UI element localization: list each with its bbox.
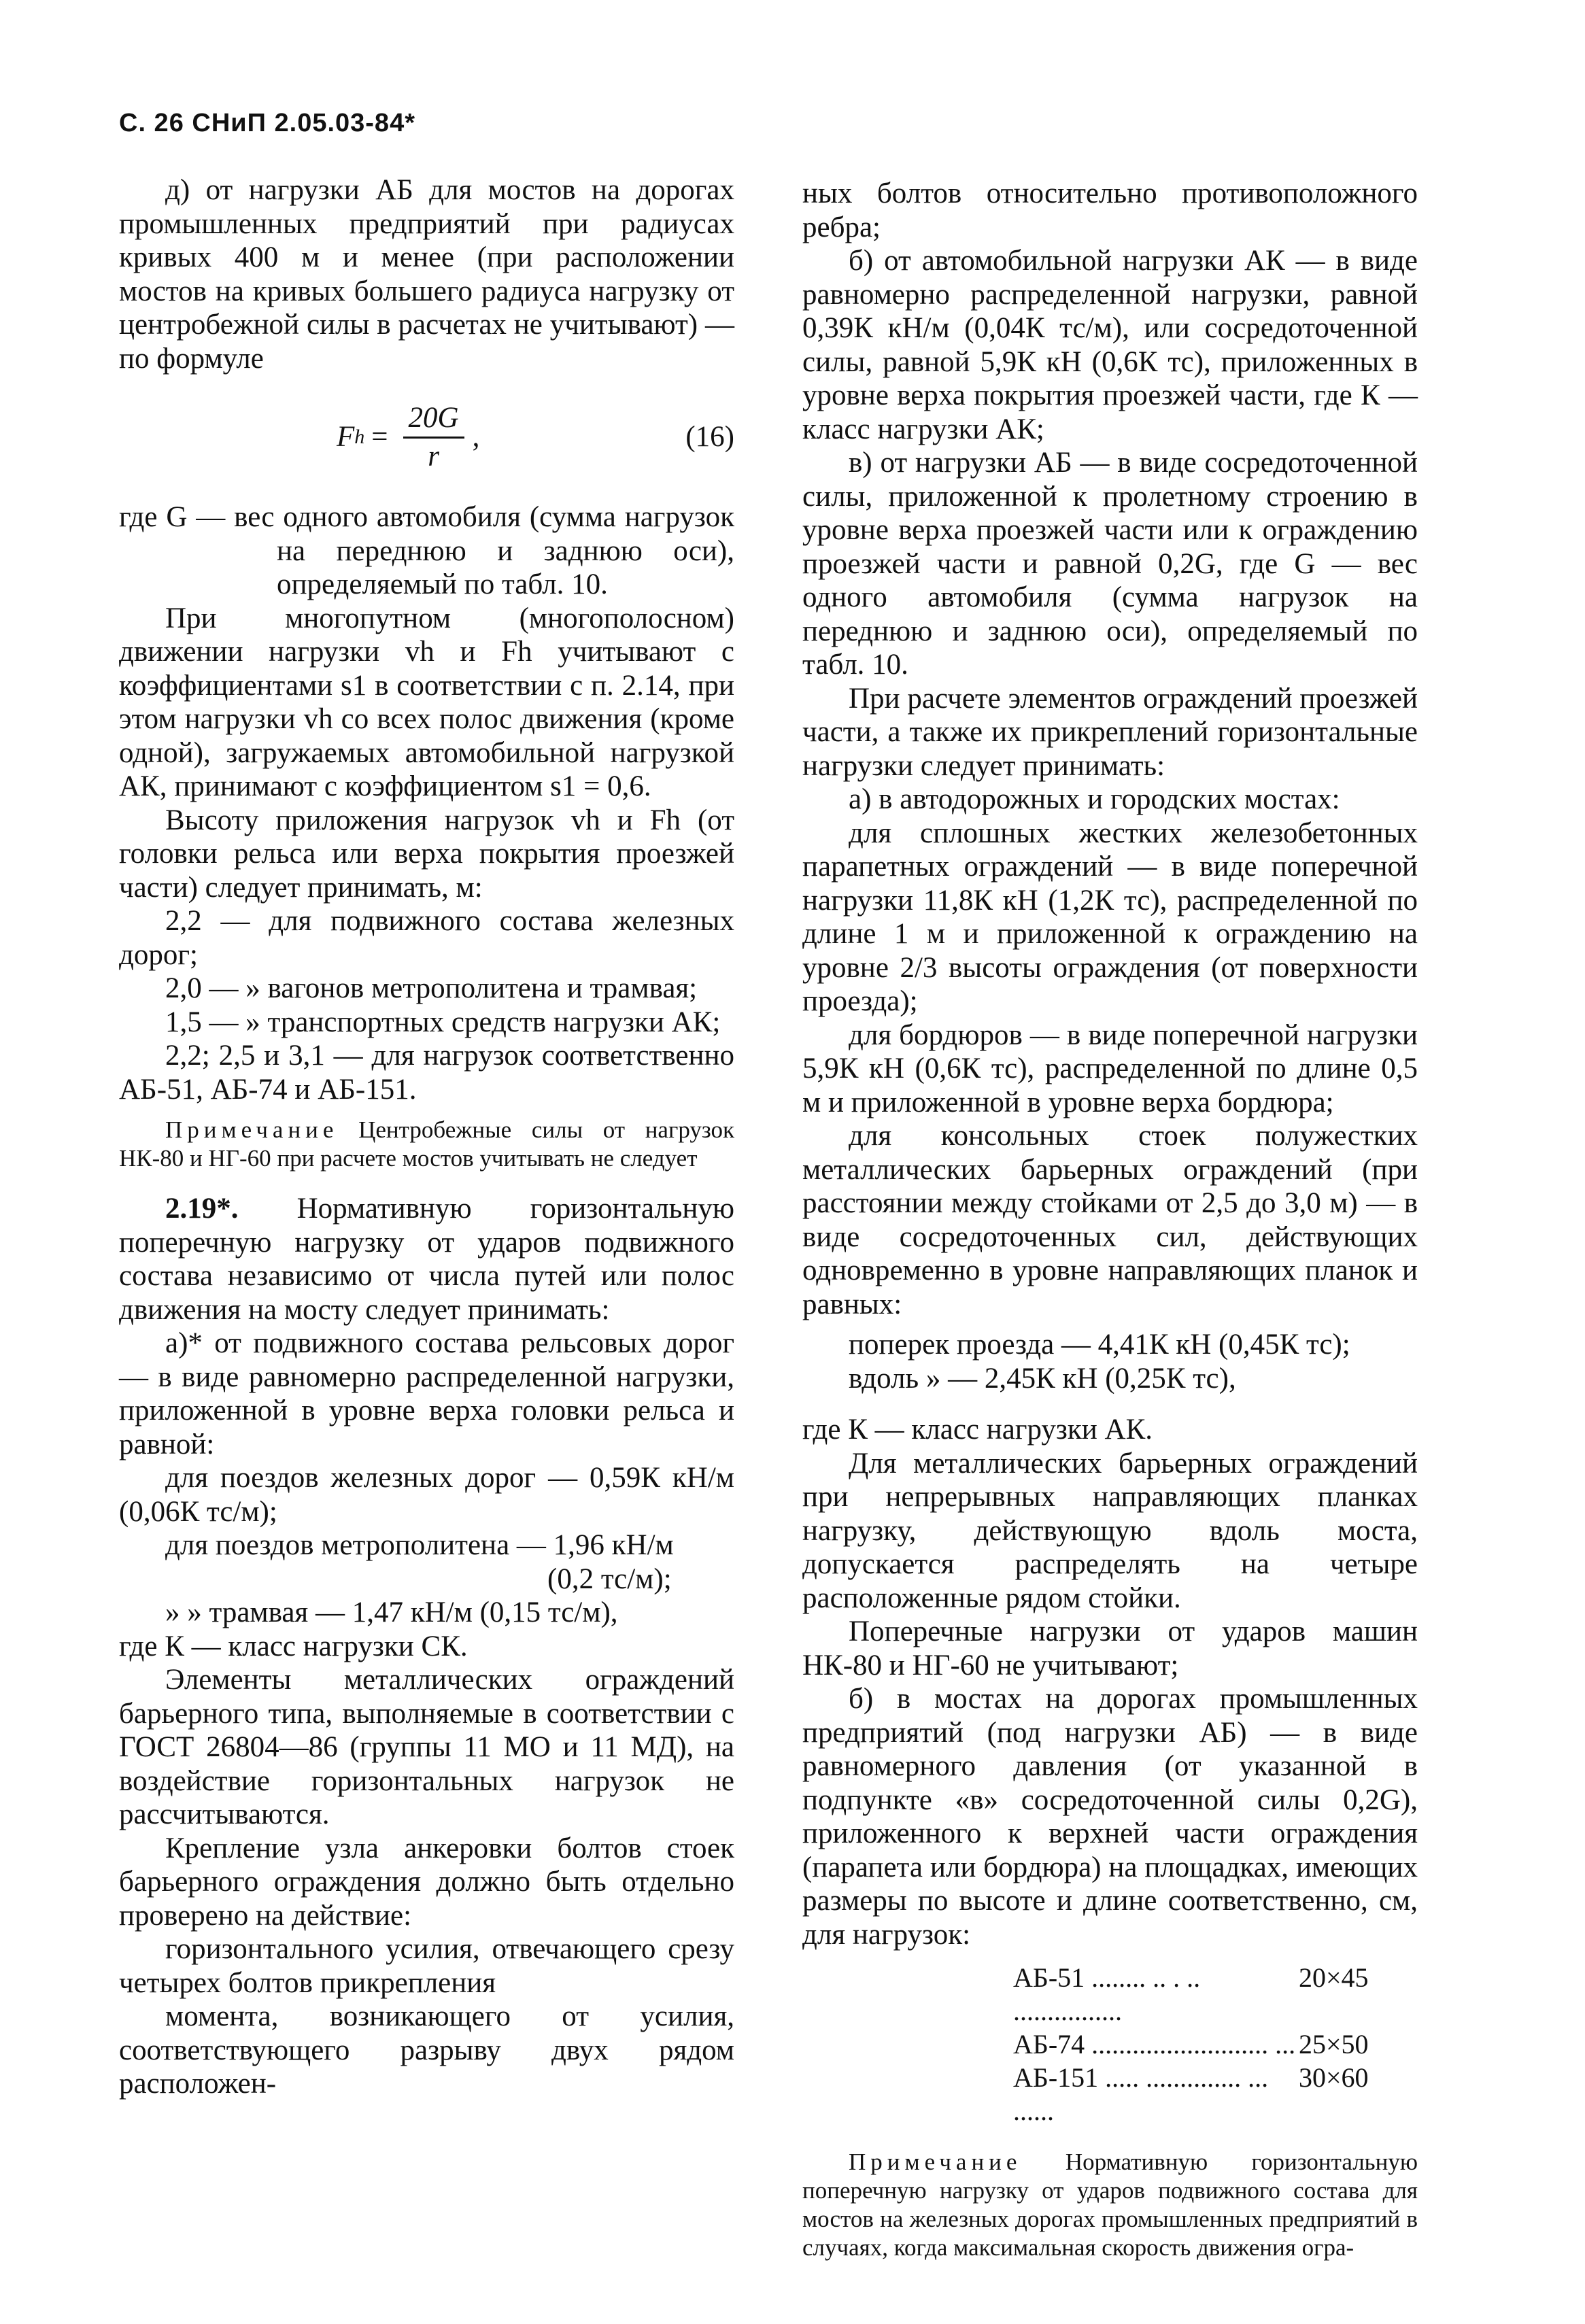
formula-line: поперек проезда — 4,41К кН (0,45К тс); bbox=[849, 1329, 1350, 1361]
where-clause: где К — класс нагрузки СК. bbox=[119, 1630, 468, 1662]
page-header: С. 26 СНиП 2.05.03-84* bbox=[119, 109, 415, 137]
formula-numerator: 20G bbox=[403, 401, 464, 439]
note-label: Примечание bbox=[849, 2149, 1022, 2175]
table-row bbox=[1013, 1961, 1418, 2028]
table-cell-value: 30×60 bbox=[1299, 2062, 1369, 2093]
paragraph: для поездов метрополитена — 1,96 кН/м bbox=[165, 1529, 674, 1561]
table-cell-label: АБ-51 ........ .. . .. ................ bbox=[1013, 1962, 1201, 2026]
paragraph: б) от автомобильной нагрузки АК — в виде равномерно распределенной нагрузки, равной 0,39К кН/м (0,04К тс/м), или сосредоточенной силы, равной 5,9К кН (0,6К тс), приложенных в уровне верха покрытия проезжей части, где К — класс нагрузки АК; bbox=[802, 245, 1418, 445]
paragraph: б) в мостах на дорогах промышленных предприятий (под нагрузки АБ) — в виде равномерного давления (от указанной в подпункте «в» сосредоточенной силы 0,2G), приложенного к верхней части ограждения (парапета или бордюра) на площадках, имеющих размеры по высоте и длине соответственно, см, для нагрузок: bbox=[802, 1683, 1418, 1951]
paragraph: Высоту приложения нагрузок vh и Fh (от головки рельса или верха покрытия проезжей части) следует принимать, м: bbox=[119, 804, 734, 904]
table-cell-value: 25×50 bbox=[1299, 2029, 1369, 2060]
paragraph: для поездов железных дорог — 0,59К кН/м (0,06К тс/м); bbox=[119, 1462, 734, 1528]
formula-expression bbox=[337, 401, 479, 473]
paragraph: горизонтального усилия, отвечающего срезу четырех болтов прикрепления bbox=[119, 1933, 734, 1999]
paragraph: Крепление узла анкеровки болтов стоек барьерного ограждения должно быть отдельно проверено на действие: bbox=[119, 1832, 734, 1932]
paragraph: момента, возникающего от усилия, соответствующего разрыву двух рядом расположен- bbox=[119, 2000, 734, 2100]
table-row bbox=[1013, 2061, 1418, 2128]
formula-punct: , bbox=[472, 421, 480, 454]
formula-denominator: r bbox=[428, 440, 439, 473]
paragraph: а) в автодорожных и городских мостах: bbox=[849, 783, 1340, 815]
note-text: Центробежные силы от нагрузок НК-80 и НГ-60 при расчете мостов учитывать не следует bbox=[119, 1116, 734, 1172]
paragraph: д) от нагрузки АБ для мостов на дорогах промышленных предприятий при радиусах кривых 400 м и менее (при расположении мостов на кривых большего радиуса нагрузку от центробежной силы в расчетах не учитывают) — по формуле bbox=[119, 174, 734, 375]
note bbox=[119, 1116, 734, 1173]
list-item: 2,2; 2,5 и 3,1 — для нагрузок соответственно АБ-51, АБ-74 и АБ-151. bbox=[119, 1040, 734, 1106]
table-cell-label: АБ-151 ..... .............. ... ...... bbox=[1013, 2062, 1269, 2126]
paragraph: а)* от подвижного состава рельсовых дорог — в виде равномерно распределенной нагрузки, приложенной в уровне верха головки рельса и равной: bbox=[119, 1327, 734, 1460]
paragraph: » » трамвая — 1,47 кН/м (0,15 тс/м), bbox=[165, 1596, 618, 1628]
formula-number: (16) bbox=[685, 421, 734, 454]
right-column bbox=[802, 177, 1418, 2262]
note-label: Примечание bbox=[165, 1116, 339, 1143]
paragraph: Для металлических барьерных ограждений при непрерывных направляющих планках нагрузку, действующую вдоль моста, допускается распределять на четыре расположенные рядом стойки. bbox=[802, 1447, 1418, 1614]
section-number: 2.19*. bbox=[165, 1193, 239, 1225]
table-row bbox=[1013, 2028, 1418, 2061]
table-cell-label: АБ-74 .......................... ... bbox=[1013, 2029, 1296, 2060]
paragraph: для сплошных жестких железобетонных парапетных ограждений — в виде поперечной нагрузки 11,8К кН (1,2К тс), распределенной по длине 1 м и приложенной к ограждению на уровне 2/3 высоты ограждения (от поверхности проезда); bbox=[802, 817, 1418, 1017]
paragraph: Поперечные нагрузки от ударов машин НК-80 и НГ-60 не учитывают; bbox=[802, 1616, 1418, 1681]
where-clause: где G — вес одного автомобиля (сумма нагрузок на переднюю и заднюю оси), определяемый по табл. 10. bbox=[119, 501, 734, 600]
section-text: Нормативную горизонтальную поперечную нагрузку от ударов подвижного состава независимо от числа путей или полос движения на мосту следует принимать: bbox=[119, 1193, 734, 1326]
paragraph: для бордюров — в виде поперечной нагрузки 5,9К кН (0,6К тс), распределенной по длине 0,5 м и приложенной в уровне верха бордюра; bbox=[802, 1019, 1418, 1118]
note bbox=[802, 2148, 1418, 2262]
formula-subscript: h bbox=[354, 426, 365, 449]
dimension-table bbox=[1013, 1961, 1418, 2128]
paragraph: ных болтов относительно противоположного ребра; bbox=[802, 177, 1418, 243]
list-item: 1,5 — » транспортных средств нагрузки АК; bbox=[165, 1006, 721, 1038]
formula-line: вдоль » — 2,45К кН (0,25К тс), bbox=[849, 1362, 1236, 1395]
paragraph: для консольных стоек полужестких металлических барьерных ограждений (при расстоянии между стойками от 2,5 до 3,0 м) — в виде сосредоточенных сил, действующих одновременно в уровне направляющих планок и равных: bbox=[802, 1120, 1418, 1320]
paragraph-continuation: (0,2 тс/м); bbox=[547, 1562, 672, 1595]
formula-16 bbox=[119, 379, 734, 495]
list-item: 2,2 — для подвижного состава железных дорог; bbox=[119, 905, 734, 971]
list-item: 2,0 — » вагонов метрополитена и трамвая; bbox=[165, 972, 698, 1004]
where-clause: где К — класс нагрузки АК. bbox=[802, 1414, 1153, 1446]
formula-lhs: F bbox=[337, 421, 355, 454]
table-cell-value: 20×45 bbox=[1299, 1962, 1369, 1993]
paragraph: в) от нагрузки АБ — в виде сосредоточенной силы, приложенной к пролетному строению в уровне верха проезжей части или к ограждению проезжей части и равной 0,2G, где G — вес одного автомобиля (сумма нагрузок на переднюю и заднюю оси), определяемый по табл. 10. bbox=[802, 447, 1418, 681]
paragraph: При расчете элементов ограждений проезжей части, а также их прикреплений горизонтальные нагрузки следует принимать: bbox=[802, 682, 1418, 782]
paragraph: Элементы металлических ограждений барьерного типа, выполняемые в соответствии с ГОСТ 26804—86 (группы 11 МО и 11 МД), на воздействие горизонтальных нагрузок не рассчитываются. bbox=[119, 1664, 734, 1830]
section-2-19 bbox=[119, 1192, 734, 1327]
left-column bbox=[119, 173, 734, 2101]
paragraph: При многопутном (многополосном) движении нагрузки vh и Fh учитывают с коэффициентами s1 в соответствии с п. 2.14, при этом нагрузки vh со всех полос движения (кроме одной), загружаемых автомобильной нагрузкой АК, принимают с коэффициентом s1 = 0,6. bbox=[119, 602, 734, 802]
formula-fraction bbox=[403, 401, 464, 473]
note-text: Нормативную горизонтальную поперечную нагрузку от ударов подвижного состава для мостов на железных дорогах промышленных предприятий в случаях, когда максимальная скорость движения огра- bbox=[802, 2149, 1418, 2261]
formula-equals: = bbox=[371, 421, 388, 454]
